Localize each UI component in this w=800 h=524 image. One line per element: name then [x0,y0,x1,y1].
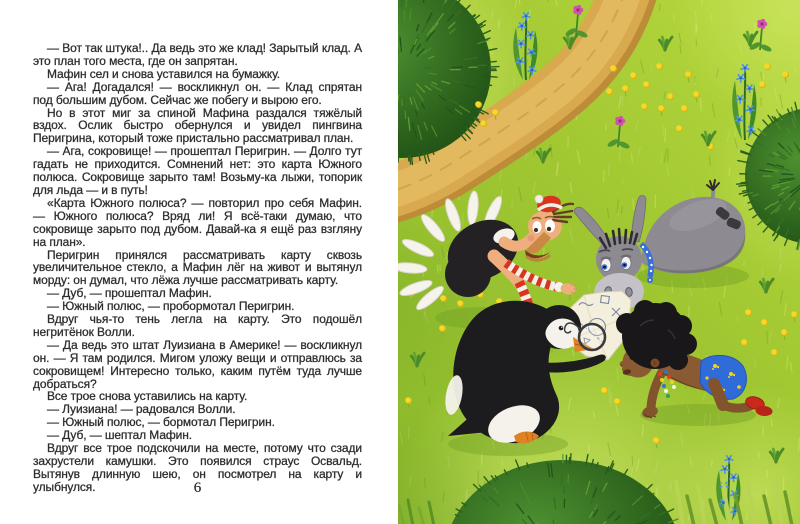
story-paragraph: — Ага, сокровище! — прошептал Перигрин. — Долго тут гадать не приходится. Сомнений нет: это карта Южного полюса. Сокровище зарыто там! Возьму-ка лыжи, топорик для льда — и в путь! [33,144,362,197]
story-paragraph: — Дуб, — прошептал Мафин. [47,286,212,301]
story-paragraph: «Карта Южного полюса? — повторил про себя Мафин. — Южного полюса? Вряд ли! Я всё-таки думаю, что сокровище зарыто под дубом. Давай-ка я ещё раз взгляну на план». [33,195,362,249]
story-paragraph: — Южный полюс, — пробормотал Перигрин. [47,299,295,314]
page-number: 6 [193,480,202,496]
story-paragraph: — Дуб, — шептал Мафин. [47,428,193,443]
story-paragraph: — Южный полюс, — бормотал Перигрин. [47,415,275,430]
story-paragraph: Мафин сел и снова уставился на бумажку. [47,66,281,81]
story-text [33,42,362,494]
meadow-scene [398,0,800,524]
story-paragraph: Все трое снова уставились на карту. [47,389,248,404]
boy-calf [723,405,750,408]
story-paragraph: — Луизиана! — радовался Волли. [47,402,236,417]
story-paragraph: — Вот так штука!.. Да ведь это же клад! Зарытый клад. А это план того места, где он запрятан. [33,41,362,68]
story-paragraph: — Ага! Догадался! — воскликнул он. — Клад спрятан под большим дубом. Сейчас же побегу и вырою его. [33,79,362,107]
story-paragraph: Вдруг все трое подскочили на месте, потому что сзади захрустели камушки. Это появился страус Освальд. Вытянув длинную шею, он посмотрел на карту и улыбнулся. [33,441,362,494]
ostrich-body-lower [445,251,491,297]
story-paragraph: Но в этот миг за спиной Мафина раздался тяжёлый вздох. Ослик быстро обернулся и увидел пингвина Перигрина, который тоже пристально рассматривал план. [33,105,362,146]
story-paragraph: Перигрин принялся рассматривать карту сквозь увеличительное стекло, а Мафин лёг на живот и вытянул морду: он думал, что лёжа лучше рассматривать карту. [33,247,362,288]
story-paragraph: Вдруг чья-то тень легла на карту. Это подошёл негритёнок Волли. [33,312,362,339]
ostrich-cap-pompon [535,195,543,203]
right-page-illustration [398,0,800,524]
left-page [0,0,398,524]
story-paragraph: — Да ведь это штат Луизиана в Америке! — воскликнул он. — Я там родился. Мигом уложу вещи и отправлюсь за сокровищем! Интересно только, каким путём туда лучше добраться? [33,337,362,391]
